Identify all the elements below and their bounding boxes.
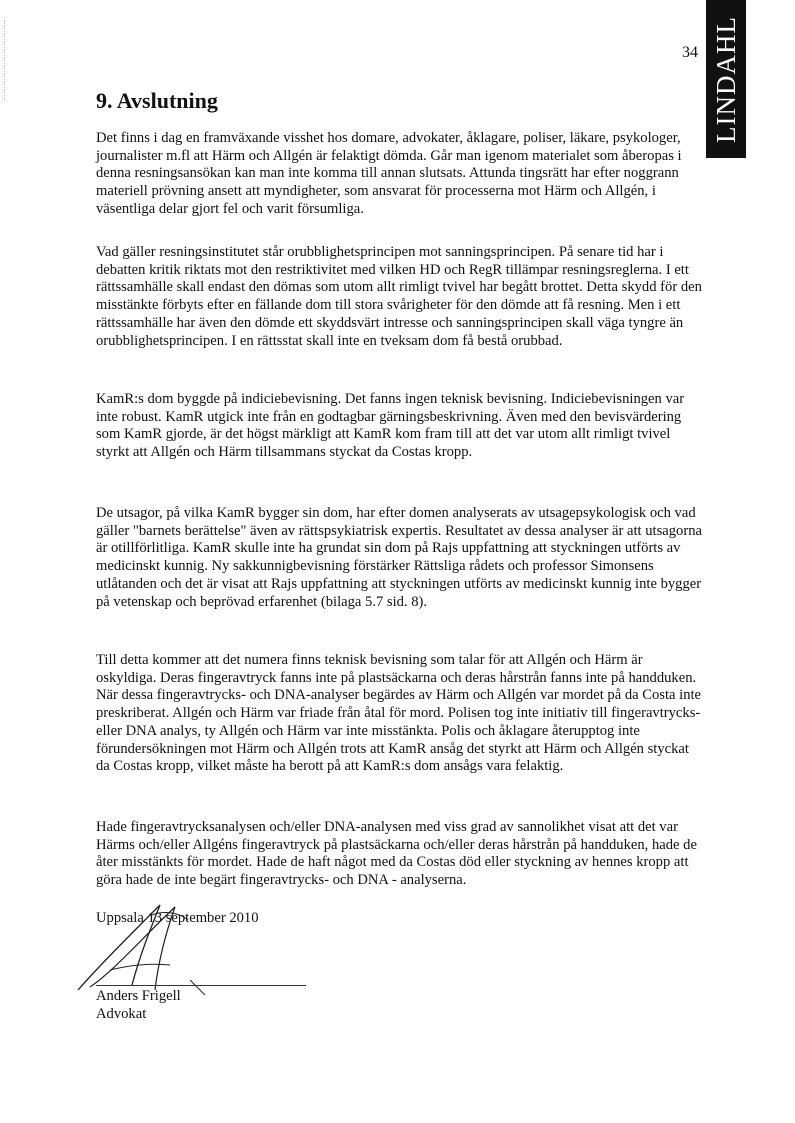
paragraph: Hade fingeravtrycksanalysen och/eller DNA-analysen med viss grad av sannolikhet visat att det var Härms och/eller Allgéns fingeravtryck på plastsäckarna och/eller deras hårstrån på handduken, hade de åter misstänkts för mordet. Hade de haft något med da Costas död eller styckning av hennes kropp att göra hade de inte begärt fingeravtrycks- och DNA - analyserna.: [96, 819, 697, 889]
signature-place-date: Uppsala 13 september 2010: [96, 910, 259, 926]
brand-tab: [706, 0, 746, 158]
signatory-title: Advokat: [96, 1006, 147, 1022]
handwritten-signature: [70, 895, 230, 995]
brand-name: LINDAHL: [710, 15, 741, 143]
page-number: 34: [682, 44, 698, 61]
paragraph: Det finns i dag en framväxande visshet hos domare, advokater, åklagare, poliser, läkare, psykologer, journalister m.fl att Härm och Allgén är felaktigt dömda. Går man igenom materialet som åberopas i denna resningsansökan kan man inte komma till annan slutsats. Attunda tingsrätt har efter noggrann materiell prövning ansett att myndigheter, som ansvarat för processerna mot Härm och Allgén, i väsentliga delar gjort fel och varit försumliga.: [96, 130, 682, 217]
margin-punch-marks: [4, 20, 7, 100]
section-heading: 9. Avslutning: [96, 88, 218, 113]
paragraph: Vad gäller resningsinstitutet står orubblighetsprincipen mot sanningsprincipen. På senare tid har i debatten kritik riktats mot den restriktivitet med vilken HD och RegR tillämpar resningsreglerna. I ett rättssamhälle skall endast den dömas som utom allt rimligt tvivel har begått brottet. Detta skydd för den misstänkte förbyts efter en fällande dom till stora svårigheter för den dömde att få resning. Men i ett rättssamhälle har även den dömde ett skyddsvärt intresse och sanningsprincipen skall väga tyngre än orubblighetsprincipen. I en rättsstat skall inte en tveksam dom få bestå orubbad.: [96, 244, 702, 349]
paragraph: Till detta kommer att det numera finns teknisk bevisning som talar för att Allgén och Härm är oskyldiga. Deras fingeravtryck fanns inte på plastsäckarna och deras hårstrån fanns inte på handduken. När dessa fingeravtrycks- och DNA-analyser begärdes av Härm och Allgén var mordet på da Costa inte preskriberat. Allgén och Härm var friade från åtal för mord. Polisen tog inte initiativ till fingeravtrycks- eller DNA analys, ty Allgén och Härm var inte misstänkta. Polis och åklagare återupptog inte förundersökningen mot Härm och Allgén trots att KamR ansåg det styrkt att Härm och Allgén styckat da Costas kropp, vilket måste ha berott på att KamR:s dom ansågs vara felaktig.: [96, 652, 702, 775]
signatory-name: Anders Frigell: [96, 988, 181, 1004]
signature-line: [96, 985, 306, 986]
paragraph: KamR:s dom byggde på indiciebevisning. Det fanns ingen teknisk bevisning. Indiciebevisningen var inte robust. KamR utgick inte från en godtagbar gärningsbeskrivning. Även med den bevisvärdering som KamR gjorde, är det högst märkligt att KamR kom fram till att det var utom allt rimligt tvivel styrkt att Allgén och Härm tillsammans styckat da Costas kropp.: [96, 391, 685, 461]
paragraph: De utsagor, på vilka KamR bygger sin dom, har efter domen analyserats av utsagepsykologisk och vad gäller "barnets berättelse" även av rättspsykiatrisk expertis. Resultatet av dessa analyser är att utsagorna är otillförlitliga. KamR skulle inte ha grundat sin dom på Rajs uppfattning att styckningen utförts av medicinskt kunnig. Ny sakkunnigbevisning förstärker Rättsliga rådets och professor Simonsens utlåtanden och det är visat att Rajs uppfattning att styckningen utförts av medicinskt kunnig inte bygger på vetenskap och beprövad erfarenhet (bilaga 5.7 sid. 8).: [96, 505, 702, 610]
